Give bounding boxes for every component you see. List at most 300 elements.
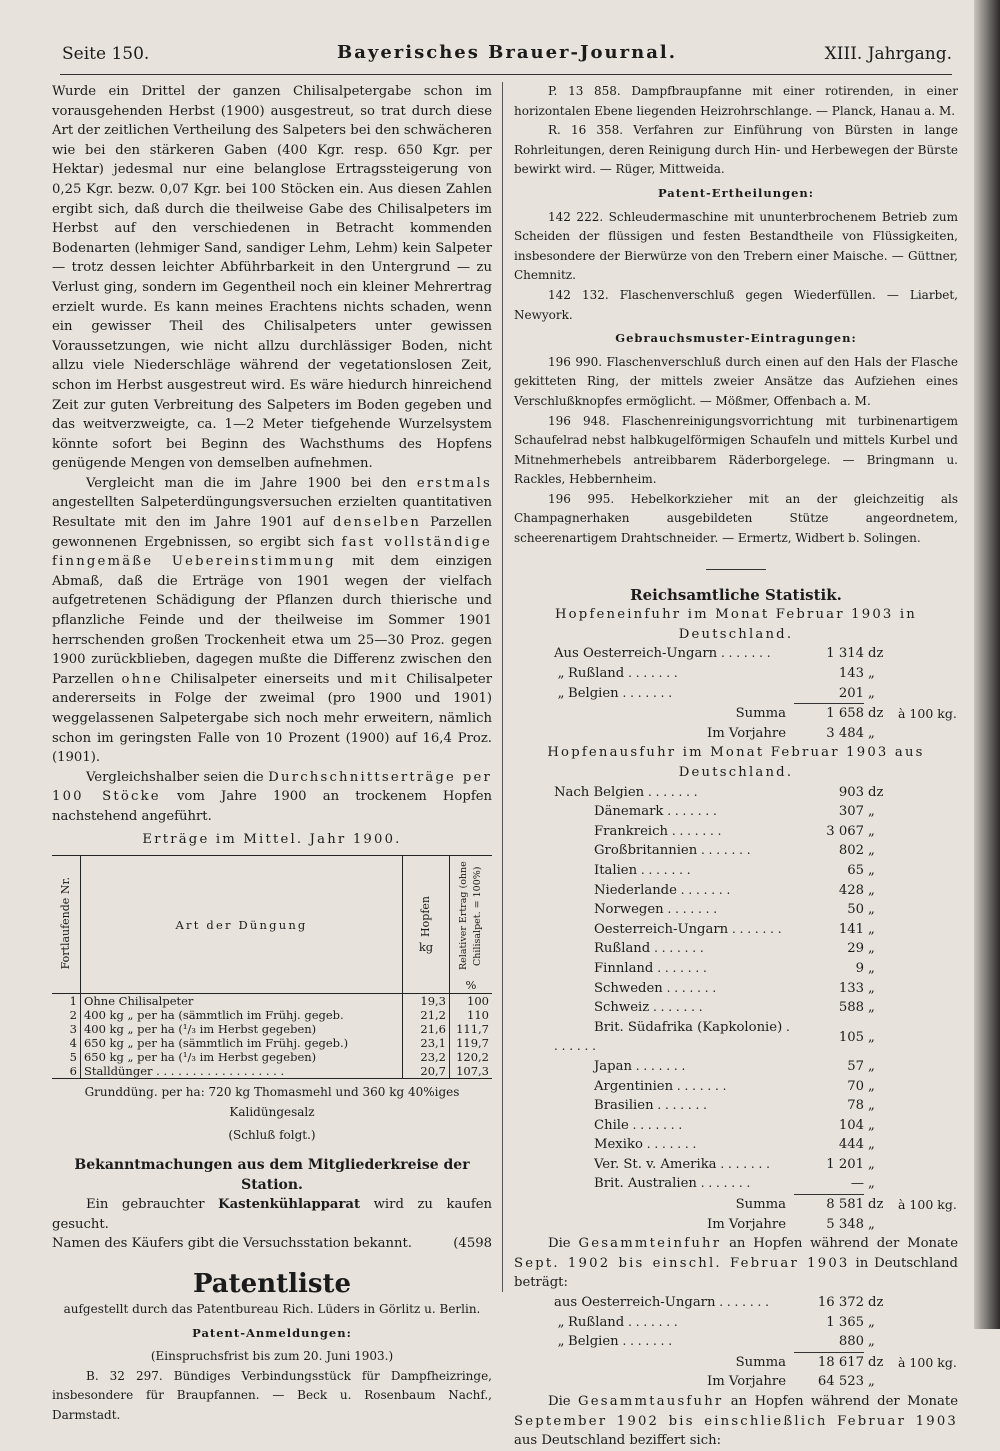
table-row <box>52 1036 492 1050</box>
stat-unit: „ <box>868 843 875 859</box>
col-head-art: Art der Düngung <box>175 917 308 932</box>
stat-spacer <box>898 920 958 940</box>
summary-per <box>898 724 958 744</box>
summary-unit: „ <box>868 725 875 741</box>
stat-value: 143 <box>838 666 864 682</box>
stat-value: 1 314 <box>826 646 864 662</box>
row-nr: 4 <box>69 1036 77 1051</box>
gesammteinfuhr-summary <box>514 1352 958 1392</box>
stat-unit: „ <box>868 1098 875 1114</box>
stat-name: Belgien <box>568 1334 619 1350</box>
summary-unit: dz <box>868 1196 884 1212</box>
table-row <box>52 1050 492 1064</box>
gebrauchsmuster-title: Gebrauchsmuster-Eintragungen: <box>615 331 857 346</box>
stat-unit: „ <box>868 804 875 820</box>
leader-dots: . . . . . . . <box>697 843 751 858</box>
stat-value: 444 <box>838 1137 864 1153</box>
stat-spacer <box>898 1332 958 1352</box>
summary-per: à 100 kg. <box>898 705 957 721</box>
stat-row <box>514 783 958 803</box>
bekanntmachung-text: Ein gebrauchter Kastenkühlapparat wird zu kaufen gesucht. <box>52 1197 493 1232</box>
stat-unit: „ <box>868 1137 875 1153</box>
stat-name: Frankreich <box>594 823 669 839</box>
stat-row <box>514 979 958 999</box>
stat-name: Belgien <box>593 784 645 800</box>
stat-unit: „ <box>868 941 875 957</box>
stat-unit: dz <box>868 784 884 800</box>
row-nr: 5 <box>69 1050 77 1065</box>
stat-value: 65 <box>847 862 864 878</box>
ertrag-table-body <box>52 994 492 1079</box>
leader-dots: . . . . . . . <box>644 784 698 799</box>
stat-name: aus Oesterreich-Ungarn <box>554 1295 716 1311</box>
patentliste-title: Patentliste <box>192 1268 352 1299</box>
stat-unit: „ <box>868 1078 875 1094</box>
stat-spacer <box>898 1155 958 1175</box>
leader-dots: . . . . . . . <box>650 941 704 956</box>
summary-value: 5 348 <box>826 1216 864 1232</box>
stat-row <box>514 1116 958 1136</box>
stat-label <box>514 1057 794 1077</box>
leader-dots: . . . . . . . <box>554 1019 790 1054</box>
col-head-nr: Fortlaufende Nr. <box>58 876 72 970</box>
table-title: Erträge im Mittel. Jahr 1900. <box>142 831 402 847</box>
stat-label <box>514 1313 794 1333</box>
stat-value: 1 365 <box>826 1314 864 1330</box>
stat-value: 428 <box>838 882 864 898</box>
stat-label <box>514 861 794 881</box>
stat-row <box>514 920 958 940</box>
stat-row <box>514 1293 958 1313</box>
stat-label <box>514 979 794 999</box>
einfuhr-heading: Hopfeneinfuhr im Monat Februar 1903 in Deutschland. <box>554 607 918 642</box>
summary-unit: „ <box>868 1216 875 1232</box>
stat-unit: „ <box>868 1029 875 1045</box>
row-rel: 110 <box>449 1008 492 1022</box>
stat-value: 802 <box>838 843 864 859</box>
stat-spacer <box>898 822 958 842</box>
ditto-mark: „ <box>557 666 565 682</box>
stat-row <box>514 684 958 704</box>
stat-label <box>514 998 794 1018</box>
leader-dots: . . . . . . . <box>637 862 691 877</box>
ausfuhr-table <box>514 783 958 1194</box>
stat-unit: „ <box>868 1000 875 1016</box>
row-rel: 120,2 <box>449 1050 492 1064</box>
ditto-mark: „ <box>557 1334 565 1350</box>
schluss-folgt: (Schluß folgt.) <box>228 1128 316 1143</box>
stat-unit: „ <box>868 882 875 898</box>
stat-value: 9 <box>855 960 864 976</box>
grunddueng-note: Grunddüng. per ha: 720 kg Thomasmehl und 360 kg 40%iges Kalidüngesalz <box>84 1085 460 1119</box>
leader-dots: . . . . . . . <box>618 1334 673 1349</box>
stat-label <box>514 1135 794 1155</box>
stat-unit: „ <box>868 1117 875 1133</box>
stat-unit: dz <box>868 646 884 662</box>
stat-row <box>514 841 958 861</box>
stat-spacer <box>898 959 958 979</box>
row-art: 650 kg „ per ha (sämmtlich im Frühj. gegeb.) <box>80 1036 402 1050</box>
stat-spacer <box>898 1313 958 1333</box>
gm-196995: 196 995. Hebelkorkzieher mit an der gleichzeitig als Champagnerhaken ausgebildeten Stütze angeordnetem, scheerenartigem Drahtschneider. — Ermertz, Widbert b. Solingen. <box>514 491 958 546</box>
summary-label: Summa <box>735 705 786 721</box>
stat-spacer <box>898 802 958 822</box>
right-column <box>514 82 958 1451</box>
stat-label <box>514 1077 794 1097</box>
row-hopfen: 21,6 <box>403 1022 450 1036</box>
summary-row <box>514 1195 958 1215</box>
stat-row <box>514 1155 958 1175</box>
stat-label <box>514 920 794 940</box>
stat-value: 78 <box>847 1098 864 1114</box>
summary-value: 3 484 <box>826 725 864 741</box>
paragraph-vergleich: Vergleicht man die im Jahre 1900 bei den erstmals angestellten Salpeterdüngungsversuchen erzielten quantitativen Resultate mit den im Jahre 1901 auf denselben Parzellen gewonnenen Ergebnissen, so ergibt sich fast vollständige finngemäße Uebereinstimmung mit dem einzigen Abmaß, daß die Erträge von 1901 wegen der vielfach aufgetretenen Schädigung der Pflanzen durch thierische und pflanzliche Feinde und der theilweise im Sommer 1901 herrschenden großen Trockenheit etwa um 25—30 Proz. gegen 1900 zurückblieben, dagegen mußte die Differenz zwischen den Parzellen ohne Chilisalpeter einerseits und mit Chilisalpeter andererseits in Folge der zweimal (pro 1900 und 1901) weggelassenen Salpetergabe sich noch mehr erweitern, nämlich schon im geringsten Falle von 10 Prozent (1900) auf 16,4 Proz. (1901). <box>52 475 493 766</box>
summary-label: Summa <box>735 1354 786 1370</box>
stat-label <box>514 783 794 803</box>
stat-name: Argentinien <box>594 1078 674 1094</box>
patentliste-subtitle: aufgestellt durch das Patentbureau Rich. Lüders in Görlitz u. Berlin. <box>63 1301 481 1316</box>
stat-value: 880 <box>838 1334 864 1350</box>
leader-dots: . . . . . . . <box>653 960 707 975</box>
table-row <box>52 994 492 1009</box>
stat-row <box>514 939 958 959</box>
leader-dots: . . . . . . . <box>631 1058 686 1073</box>
stat-name: Chile <box>594 1117 629 1133</box>
leader-dots: . . . . . . . <box>676 882 731 897</box>
stat-label <box>514 900 794 920</box>
stat-name: Schweiz <box>594 1000 650 1016</box>
stat-label <box>514 644 794 664</box>
row-art: 400 kg „ per ha (sämmtlich im Frühj. gegeb. <box>80 1008 402 1022</box>
leader-dots: . . . . . . . <box>716 1156 770 1171</box>
stat-spacer <box>898 1174 958 1194</box>
stat-unit: „ <box>868 1058 875 1074</box>
gm-196948: 196 948. Flaschenreinigungsvorrichtung mit turbinenartigem Schaufelrad nebst halbkugelförmigen Schaufeln und mittels Kurbel und Mitnehmerhebels antreibbarem Räderborgelege. — Bringmann u. Rackles, Hebbernheim. <box>514 413 958 487</box>
stat-row <box>514 1313 958 1333</box>
stat-value: 57 <box>847 1058 864 1074</box>
row-art: 400 kg „ per ha (¹/₃ im Herbst gegeben) <box>80 1022 402 1036</box>
ausfuhr-summary <box>514 1194 958 1234</box>
summary-label: Im Vorjahre <box>706 725 786 741</box>
stat-unit: „ <box>868 666 875 682</box>
gm-196990: 196 990. Flaschenverschluß durch einen auf den Hals der Flasche gekitteten Ring, der mittels zweier Ansätze das Aufziehen eines Verschlußknopfes ermöglicht. — Mößmer, Offenbach a. M. <box>514 354 958 408</box>
patent-b32297: B. 32 297. Bündiges Verbindungsstück für Dampfheizringe, insbesondere für Braupfannen. — Beck u. Rosenbaum Nachf., Darmstadt. <box>52 1368 492 1422</box>
leader-dots: . . . . . . . <box>728 921 782 936</box>
row-art: Ohne Chilisalpeter <box>80 994 402 1009</box>
patent-r16358: R. 16 358. Verfahren zur Einführung von Bürsten in lange Rohrleitungen, deren Reinigung durch Hin- und Herbewegen der Bürste bewirkt wird. — Rüger, Mittweida. <box>514 123 958 177</box>
stat-spacer <box>898 979 958 999</box>
stat-value: 141 <box>838 921 864 937</box>
stat-prefix: Nach <box>554 784 594 800</box>
page-header <box>62 40 952 70</box>
stat-row <box>514 1332 958 1352</box>
stat-name: Rußland <box>568 666 625 682</box>
stat-unit: „ <box>868 960 875 976</box>
stat-name: Norwegen <box>594 902 664 918</box>
stat-label <box>514 1293 794 1313</box>
row-nr: 2 <box>69 1008 77 1023</box>
stat-value: 29 <box>847 941 864 957</box>
column-divider <box>502 82 503 1292</box>
leader-dots: . . . . . . . <box>642 1137 697 1152</box>
stat-label <box>514 1332 794 1352</box>
stat-name: Brit. Südafrika (Kapkolonie) <box>594 1019 783 1035</box>
stat-value: 105 <box>838 1029 864 1045</box>
stat-name: Belgien <box>568 685 619 701</box>
patent-142132: 142 132. Flaschenverschluß gegen Wiederfüllen. — Liarbet, Newyork. <box>514 287 958 322</box>
bekanntmachungen-title: Bekanntmachungen aus dem Mitgliederkreise der Station. <box>74 1156 470 1193</box>
stat-spacer <box>898 939 958 959</box>
summary-value: 18 617 <box>794 1352 864 1372</box>
stat-row <box>514 1057 958 1077</box>
row-hopfen: 23,1 <box>403 1036 450 1050</box>
patent-142222: 142 222. Schleudermaschine mit ununterbrochenem Betrieb zum Scheiden der flüssigen und festen Bestandtheile von Flüssigkeiten, insbesondere der Bierwürze von den Trebern einer Maische. — Güttner, Chemnitz. <box>514 209 958 283</box>
ausfuhr-heading: Hopfenausfuhr im Monat Februar 1903 aus Deutschland. <box>547 745 925 780</box>
gesammteinfuhr-table <box>514 1293 958 1352</box>
stat-row <box>514 959 958 979</box>
stat-spacer <box>898 881 958 901</box>
stat-name: Schweden <box>594 980 663 996</box>
stat-name: Brit. Australien <box>594 1176 697 1192</box>
stat-value: 307 <box>838 804 864 820</box>
leader-dots: . . . . . . . <box>624 666 678 681</box>
patent-p13858: P. 13 858. Dampfbraupfanne mit einer rotirenden, in einer horizontalen Ebene liegenden Heizrohrschlange. — Planck, Hanau a. M. <box>514 84 958 118</box>
summary-row <box>514 1215 958 1235</box>
col-head-rel: Relativer Ertrag (ohne Chilisalpet. = 100%) <box>457 861 483 971</box>
stat-spacer <box>898 1077 958 1097</box>
leader-dots: . . . . . . . <box>653 1098 707 1113</box>
stat-spacer <box>898 900 958 920</box>
stat-value: 70 <box>847 1078 864 1094</box>
row-art: 650 kg „ per ha (¹/₃ im Herbst gegeben) <box>80 1050 402 1064</box>
ditto-mark: „ <box>557 1314 565 1330</box>
stat-spacer <box>898 1116 958 1136</box>
stat-row <box>514 1018 958 1057</box>
leader-dots: . . . . . . . <box>663 902 718 917</box>
summary-row <box>514 704 958 724</box>
stat-label <box>514 841 794 861</box>
table-row <box>52 1008 492 1022</box>
stat-unit: „ <box>868 862 875 878</box>
col-head-hopfen-unit: kg <box>418 939 434 954</box>
table-row <box>52 1022 492 1036</box>
anmeldungen-title: Patent-Anmeldungen: <box>192 1325 352 1340</box>
summary-value: 1 658 <box>794 704 864 724</box>
stat-name: Aus Oesterreich-Ungarn <box>554 646 718 662</box>
stat-name: Rußland <box>568 1314 625 1330</box>
stat-name: Großbritannien <box>594 843 698 859</box>
stat-name: Finnland <box>594 960 654 976</box>
stat-unit: „ <box>868 823 875 839</box>
stat-name: Brasilien <box>594 1098 654 1114</box>
stat-unit: „ <box>868 1334 875 1350</box>
stat-value: 3 067 <box>826 823 864 839</box>
stat-unit: „ <box>868 902 875 918</box>
row-rel: 107,3 <box>449 1064 492 1079</box>
stat-unit: „ <box>868 1156 875 1172</box>
stat-row <box>514 822 958 842</box>
statistik-title: Reichsamtliche Statistik. <box>630 585 842 604</box>
stat-spacer <box>898 1293 958 1313</box>
stat-label <box>514 1116 794 1136</box>
row-hopfen: 20,7 <box>403 1064 450 1079</box>
leader-dots: . . . . . . . <box>663 804 717 819</box>
stat-label <box>514 802 794 822</box>
stat-value: 1 201 <box>826 1156 864 1172</box>
stat-name: Oesterreich-Ungarn <box>594 921 729 937</box>
stat-label <box>514 1155 794 1175</box>
page-number: Seite 150. <box>62 44 150 64</box>
stat-unit: „ <box>868 921 875 937</box>
stat-label <box>514 1174 794 1194</box>
row-hopfen: 21,2 <box>403 1008 450 1022</box>
summary-value: 64 523 <box>817 1374 864 1390</box>
left-column <box>52 82 492 1425</box>
summary-per <box>898 1372 958 1392</box>
paragraph-durchschnitt: Vergleichshalber seien die Durchschnittserträge per 100 Stöcke vom Jahre 1900 an trockenem Hopfen nachstehend angeführt. <box>52 769 492 824</box>
summary-per <box>898 1215 958 1235</box>
stat-unit: „ <box>868 1314 875 1330</box>
stat-value: 104 <box>838 1117 864 1133</box>
stat-value: — <box>850 1176 864 1192</box>
col-head-hopfen: Hopfen <box>419 895 433 937</box>
stat-row <box>514 1135 958 1155</box>
einspruchsfrist: (Einspruchsfrist bis zum 20. Juni 1903.) <box>150 1349 394 1364</box>
stat-name: Japan <box>594 1058 632 1074</box>
stat-row <box>514 900 958 920</box>
row-rel: 119,7 <box>449 1036 492 1050</box>
row-hopfen: 19,3 <box>403 994 450 1009</box>
stat-label <box>514 881 794 901</box>
volume-label: XIII. Jahrgang. <box>824 44 952 64</box>
bekanntmachung-number: (4598 <box>453 1236 492 1252</box>
leader-dots: . . . . . . . <box>618 685 673 700</box>
stat-unit: „ <box>868 1176 875 1192</box>
einfuhr-table <box>514 644 958 703</box>
leader-dots: . . . . . . . <box>662 980 717 995</box>
ertheilungen-title: Patent-Ertheilungen: <box>657 185 815 200</box>
summary-unit: „ <box>868 1374 875 1390</box>
stat-name: Italien <box>594 862 638 878</box>
stat-row <box>514 861 958 881</box>
stat-value: 903 <box>838 784 864 800</box>
leader-dots: . . . . . . . <box>624 1314 678 1329</box>
stat-spacer <box>898 644 958 664</box>
stat-name: Ver. St. v. Amerika <box>594 1156 717 1172</box>
summary-unit: dz <box>868 705 884 721</box>
gesammtausfuhr-text: Die Gesammtausfuhr an Hopfen während der Monate September 1902 bis einschließlich Februar 1903 aus Deutschland beziffert sich: <box>514 1394 958 1449</box>
stat-unit: „ <box>868 980 875 996</box>
col-head-rel-unit: % <box>465 978 477 993</box>
stat-row <box>514 1174 958 1194</box>
stat-row <box>514 998 958 1018</box>
stat-spacer <box>898 1096 958 1116</box>
gesammteinfuhr-text: Die Gesammteinfuhr an Hopfen während der Monate Sept. 1902 bis einschl. Februar 1903 in Deutschland beträgt: <box>514 1236 959 1291</box>
stat-row <box>514 644 958 664</box>
leader-dots: . . . . . . . <box>717 646 771 661</box>
stat-spacer <box>898 1057 958 1077</box>
stat-value: 588 <box>838 1000 864 1016</box>
stat-label <box>514 684 794 704</box>
stat-spacer <box>898 998 958 1018</box>
journal-title: Bayerisches Brauer-Journal. <box>337 42 677 63</box>
stat-label <box>514 1096 794 1116</box>
stat-spacer <box>898 664 958 684</box>
stat-name: Rußland <box>594 941 651 957</box>
stat-unit: dz <box>868 1295 884 1311</box>
paragraph-salpeter: Wurde ein Drittel der ganzen Chilisalpetergabe schon im vorausgehenden Herbst (1900) ausgestreut, so trat durch diese Art der zeitlichen Vertheilung des Salpeters bei den schwächeren wie bei den stärkeren Gaben (400 Kgr. resp. 650 Kgr. per Hektar) jedesmal nur eine belanglose Ertragssteigerung von 0,25 Kgr. bezw. 0,07 Kgr. bei 100 Stöcken ein. Aus diesen Zahlen ergibt sich, daß durch die theilweise Gabe des Chilisalpeters im Herbst auf den verschiedenen in Betracht kommenden Bodenarten (lehmiger Sand, sandiger Lehm, Lehm) kein Salpeter — trotz dessen leichter Abführbarkeit in den Untergrund — zu Verlust ging, sondern im Gegentheil noch ein kleiner Mehrertrag erzielt wurde. Es kann meines Erachtens nichts schaden, wenn ein gewisser Theil des Chilisalpeters unter gewissen Voraussetzungen, wie nicht allzu durchlässiger Boden, nicht allzu viele Niederschläge während der vegetationslosen Zeit, schon im Herbst ausgestreut wird. Es wäre hiedurch hinreichend Zeit zur guten Verbreitung des Salpeters im Boden gegeben und das weitverzweigte, ca. 1—2 Meter tiefgehende Wurzelsystem könnte sofort bei Beginn des Wachsthums des Hopfens genügende Mengen von demselben aufnehmen. <box>52 84 492 472</box>
leader-dots: . . . . . . . <box>668 823 722 838</box>
bekanntmachung-line2: Namen des Käufers gibt die Versuchsstation bekannt. (4598 <box>52 1234 492 1254</box>
table-header-row <box>52 856 492 994</box>
stat-label <box>514 1018 794 1057</box>
leader-dots: . . . . . . . <box>649 1000 703 1015</box>
stat-spacer <box>898 1135 958 1155</box>
stat-name: Mexiko <box>594 1137 643 1153</box>
leader-dots: . . . . . . . <box>715 1295 769 1310</box>
stat-row <box>514 1096 958 1116</box>
table-row <box>52 1064 492 1079</box>
row-nr: 3 <box>69 1022 77 1037</box>
summary-label: Im Vorjahre <box>706 1374 786 1390</box>
summary-per: à 100 kg. <box>898 1196 957 1212</box>
summary-row <box>514 724 958 744</box>
stat-label <box>514 664 794 684</box>
summary-unit: dz <box>868 1354 884 1370</box>
row-nr: 6 <box>69 1064 77 1079</box>
stat-name: Dänemark <box>594 804 664 820</box>
stat-unit: „ <box>868 685 875 701</box>
stat-value: 201 <box>838 685 864 701</box>
stat-value: 16 372 <box>817 1295 864 1311</box>
row-nr: 1 <box>69 994 77 1009</box>
stat-spacer <box>898 841 958 861</box>
stat-name: Niederlande <box>594 882 677 898</box>
stat-row <box>514 664 958 684</box>
ditto-mark: „ <box>557 685 565 701</box>
summary-row <box>514 1372 958 1392</box>
leader-dots: . . . . . . . <box>696 1176 751 1191</box>
leader-dots: . . . . . . . <box>628 1117 683 1132</box>
summary-row <box>514 1352 958 1372</box>
section-rule <box>706 569 766 570</box>
stat-value: 50 <box>847 902 864 918</box>
row-hopfen: 23,2 <box>403 1050 450 1064</box>
summary-label: Summa <box>735 1196 786 1212</box>
summary-per: à 100 kg. <box>898 1354 957 1370</box>
stat-spacer <box>898 861 958 881</box>
leader-dots: . . . . . . . <box>673 1078 727 1093</box>
stat-row <box>514 1077 958 1097</box>
stat-spacer <box>898 783 958 803</box>
header-rule <box>60 74 952 75</box>
einfuhr-summary <box>514 703 958 743</box>
stat-label <box>514 959 794 979</box>
stat-label <box>514 939 794 959</box>
stat-spacer <box>898 684 958 704</box>
row-rel: 100 <box>449 994 492 1009</box>
ertrag-table <box>52 855 492 1079</box>
stat-row <box>514 802 958 822</box>
row-rel: 111,7 <box>449 1022 492 1036</box>
stat-row <box>514 881 958 901</box>
summary-label: Im Vorjahre <box>706 1216 786 1232</box>
stat-label <box>514 822 794 842</box>
row-art: Stalldünger . . . . . . . . . . . . . . . . . . <box>80 1064 402 1079</box>
scan-edge <box>974 0 1000 1329</box>
stat-value: 133 <box>838 980 864 996</box>
summary-value: 8 581 <box>794 1195 864 1215</box>
